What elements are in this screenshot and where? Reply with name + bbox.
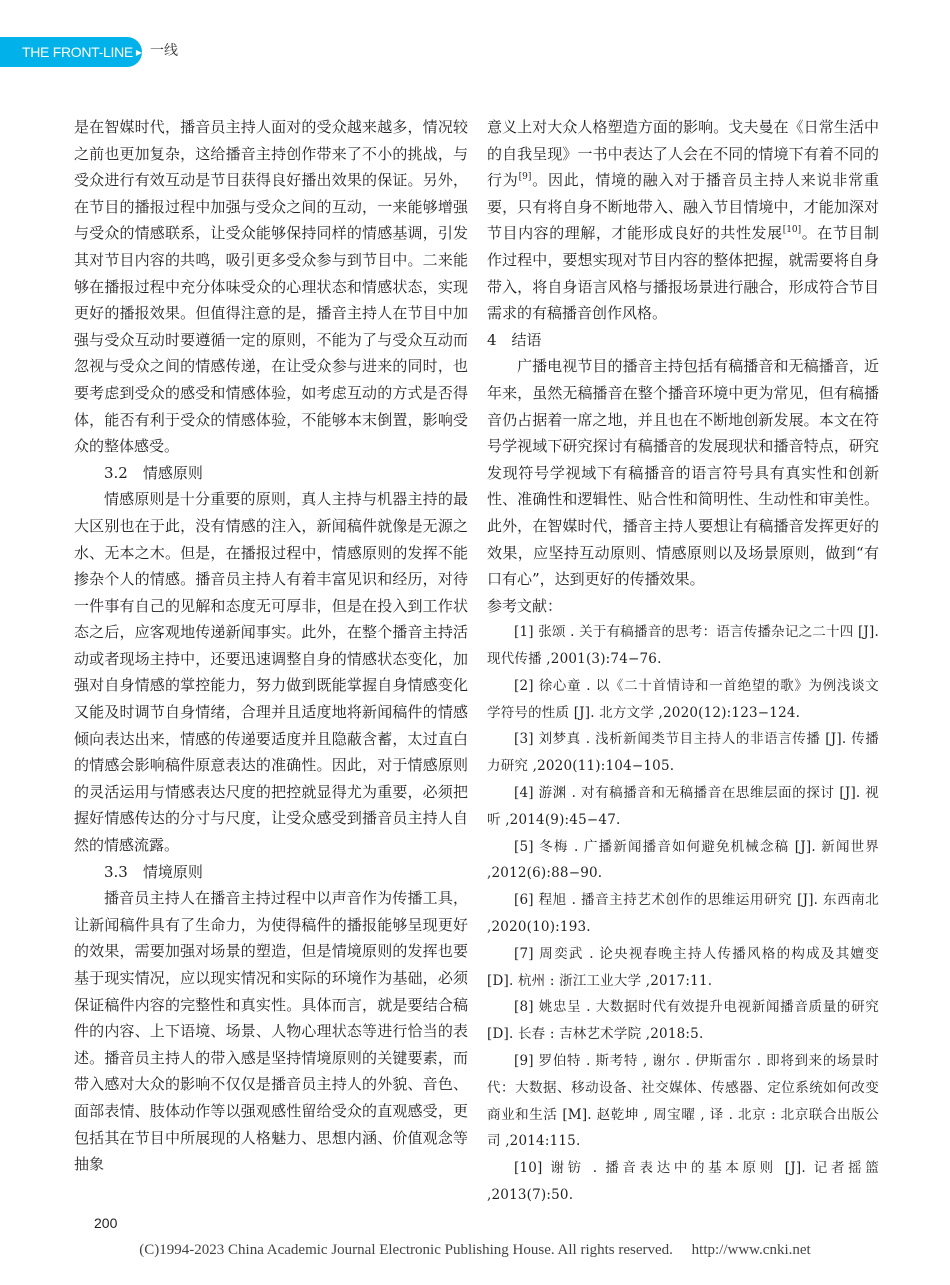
right-column (487, 114, 879, 1209)
page-number: 200 (94, 1215, 118, 1231)
section-tag-label: THE FRONT-LINE (22, 44, 133, 60)
section-heading: 3.3 情境原则 (104, 862, 203, 881)
reference-item: [4] 游渊 . 对有稿播音和无稿播音在思维层面的探讨 [J]. 视听 ,2014(9):45−47. (487, 785, 879, 828)
reference-item: [3] 刘梦真 . 浅析新闻类节目主持人的非语言传播 [J]. 传播力研究 ,2020(11):104−105. (487, 731, 879, 775)
text-run: 。因此，情境的融入对于播音员主持人来说非常重要，只有将自身不断地带入、融入节目情境中，才能加深对节目内容的理解，才能形成良好的共性发展 (487, 171, 879, 243)
reference-item: [8] 姚忠呈 . 大数据时代有效提升电视新闻播音质量的研究 [D]. 长春 : 吉林艺术学院 ,2018:5. (487, 999, 879, 1043)
section-heading: 4 结语 (487, 330, 542, 349)
text-run: 。在节目制作过程中，要想实现对节目内容的整体把握，就需要将自身带入，将自身语言风格与播报场景进行融合，形成符合节目需求的有稿播音创作风格。 (487, 224, 879, 323)
body-paragraph: 是在智媒时代，播音员主持人面对的受众越来越多，情况较之前也更加复杂，这给播音主持创作带来了不小的挑战，与受众进行有效互动是节目获得良好播出效果的保证。另外，在节目的播报过程中加强与受众之间的互动，一来能够增强与受众的情感联系，让受众能够保持同样的情感基调，引发其对节目内容的共鸣，吸引更多受众参与到节目中。二来能够在播报过程中充分体味受众的心理状态和情感状态，实现更好的播报效果。但值得注意的是，播音主持人在节目中加强与受众互动时要遵循一定的原则，不能为了与受众互动而忽视与受众之间的情感传递，在让受众参与进来的同时，也要考虑到受众的感受和情感体验，如考虑互动的方式是否得体，能否有利于受众的情感体验，不能够本末倒置，影响受众的整体感受。 (74, 118, 468, 456)
body-paragraph: 播音员主持人在播音主持过程中以声音作为传播工具，让新闻稿件具有了生命力，为使得稿件的播报能够呈现更好的效果，需要加强对场景的塑造，但是情境原则的发挥也要基于现实情况，应以现实情况和实际的环境作为基础，必须保证稿件内容的完整性和真实性。具体而言，就是要结合稿件的内容、上下语境、场景、人物心理状态等进行恰当的表述。播音员主持人的带入感是坚持情境原则的关键要素，而带入感对大众的影响不仅仅是播音员主持人的外貌、音色、面部表情、肢体动作等以强观感性留给受众的直观感受，更包括其在节目中所展现的人格魅力、思想内涵、价值观念等抽象 (74, 889, 468, 1174)
reference-item: [1] 张颂 . 关于有稿播音的思考：语言传播杂记之二十四 [J]. 现代传播 ,2001(3):74−76. (487, 624, 879, 668)
body-paragraph: 广播电视节目的播音主持包括有稿播音和无稿播音，近年来，虽然无稿播音在整个播音环境中更为常见，但有稿播音仍占据着一席之地，并且也在不断地创新发展。本文在符号学视域下研究探讨有稿播音的发展现状和播音特点，研究发现符号学视域下有稿播音的语言符号具有真实性和创新性、准确性和逻辑性、贴合性和简明性、生动性和审美性。此外，在智媒时代，播音主持人要想让有稿播音发挥更好的效果，应坚持互动原则、情感原则以及场景原则，做到“有口有心”，达到更好的传播效果。 (487, 357, 879, 589)
copyright-notice: (C)1994-2023 China Academic Journal Electronic Publishing House. All rights reserved. http://www.cnki.net (139, 1242, 811, 1258)
section-title: 一线 (150, 43, 178, 59)
section-tag (0, 37, 142, 67)
section-heading: 3.2 情感原则 (104, 463, 203, 482)
left-column (74, 114, 468, 1178)
body-paragraph (487, 114, 879, 327)
reference-item: [7] 周奕武 . 论央视春晚主持人传播风格的构成及其嬗变 [D]. 杭州 : 浙江工业大学 ,2017:11. (487, 945, 879, 989)
reference-list (487, 619, 879, 1209)
citation[interactable]: [10] (782, 225, 802, 236)
citation[interactable]: [9] (518, 172, 532, 183)
arrow-icon: ▶ (135, 47, 142, 57)
references-heading: 参考文献： (487, 596, 563, 615)
text-run: 意义上对大众人格塑造方面的影响。戈夫曼在《日常生活中的自我呈现》一书中表达了人会在不同的情境下有着不同的行为 (487, 118, 879, 190)
reference-item: [5] 冬梅 . 广播新闻播音如何避免机械念稿 [J]. 新闻世界 ,2012(6):88−90. (487, 838, 879, 882)
reference-item: [6] 程旭 . 播音主持艺术创作的思维运用研究 [J]. 东西南北 ,2020(10):193. (487, 892, 879, 936)
reference-item: [9] 罗伯特 . 斯考特 , 谢尔 . 伊斯雷尔 . 即将到来的场景时代：大数据、移动设备、社交媒体、传感器、定位系统如何改变商业和生活 [M]. 赵乾坤 , 周宝曜 , 译 . 北京 : 北京联合出版公司 ,2014:115. (487, 1053, 879, 1150)
reference-item: [10] 谢钫 . 播音表达中的基本原则 [J]. 记者摇篮 ,2013(7):50. (487, 1160, 879, 1204)
body-paragraph: 情感原则是十分重要的原则，真人主持与机器主持的最大区别也在于此，没有情感的注入，新闻稿件就像是无源之水、无本之木。但是，在播报过程中，情感原则的发挥不能掺杂个人的情感。播音员主持人有着丰富见识和经历，对待一件事有自己的见解和态度无可厚非，但是在投入到工作状态之后，应客观地传递新闻事实。此外，在整个播音主持活动或者现场主持中，还要迅速调整自身的情感状态变化，加强对自身情感的掌控能力，努力做到既能掌握自身情感变化又能及时调节自身情绪，合理并且适度地将新闻稿件的情感倾向表达出来，情感的传递要适度并且隐蔽含蓄，太过直白的情感会影响稿件原意表达的准确性。因此，对于情感原则的灵活运用与情感表达尺度的把控就显得尤为重要，必须把握好情感传达的分寸与尺度，让受众感受到播音员主持人自然的情感流露。 (74, 490, 468, 855)
reference-item: [2] 徐心童 . 以《二十首情诗和一首绝望的歌》为例浅谈文学符号的性质 [J]. 北方文学 ,2020(12):123−124. (487, 677, 879, 721)
